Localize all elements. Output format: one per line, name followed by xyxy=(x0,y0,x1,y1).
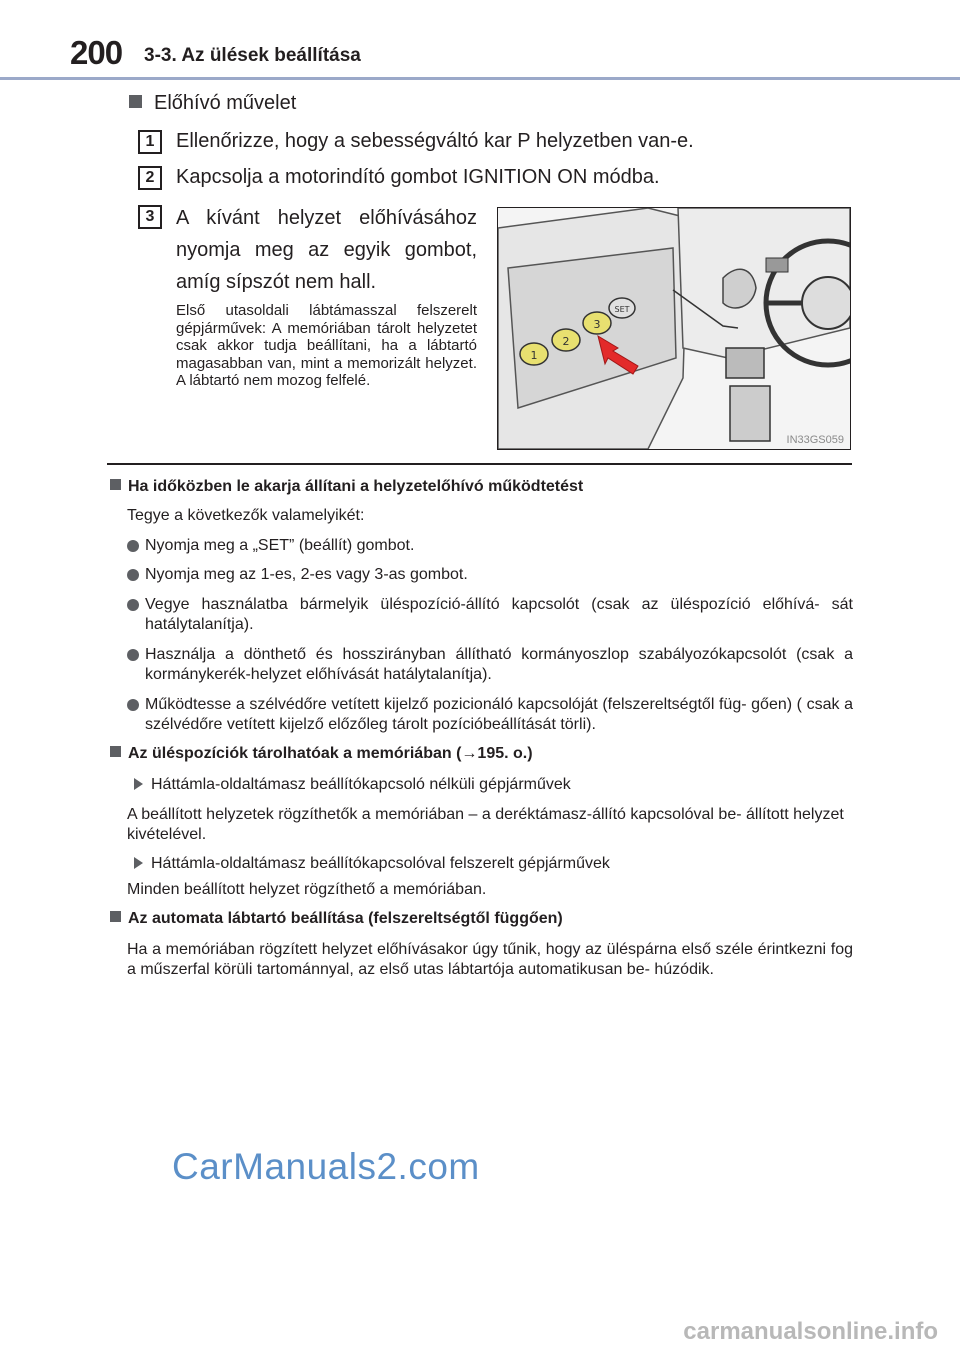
memory-heading: Az üléspozíciók tárolhatóak a memóriában (→195. o.) xyxy=(110,745,533,763)
figure-code: IN33GS059 xyxy=(786,434,844,446)
memory-button-2-icon xyxy=(552,329,580,351)
svg-text:2: 2 xyxy=(562,335,570,348)
step-text-1: Ellenőrizze, hogy a sebességváltó kar P helyzetben van-e. xyxy=(176,130,694,152)
cancel-heading: Ha időközben le akarja állítani a helyzetelőhívó működtetést xyxy=(110,478,583,496)
list-item: Nyomja meg az 1-es, 2-es vagy 3-as gombot. xyxy=(127,565,853,585)
round-bullet-icon xyxy=(127,699,139,711)
section-divider xyxy=(107,463,852,465)
page-header xyxy=(0,0,960,80)
memory-buttons-illustration xyxy=(497,207,851,450)
triangle-arrow-icon xyxy=(134,857,143,869)
footrest-heading: Az automata lábtartó beállítása (felszereltségtől függően) xyxy=(110,910,563,928)
round-bullet-icon xyxy=(127,649,139,661)
memory-button-3-icon xyxy=(583,312,611,334)
step-number-2: 2 xyxy=(138,166,162,190)
memory-text-2: Minden beállított helyzet rögzíthető a memóriában. xyxy=(127,881,487,898)
square-bullet-icon xyxy=(129,95,142,108)
procedure-heading: Előhívó művelet xyxy=(129,92,296,115)
square-bullet-icon xyxy=(110,911,121,922)
variant-label-1: Háttámla-oldaltámasz beállítókapcsoló nélküli gépjárművek xyxy=(134,776,571,794)
list-item: Nyomja meg a „SET” (beállít) gombot. xyxy=(127,536,853,556)
step-number-3: 3 xyxy=(138,205,162,229)
memory-text-1: A beállított helyzetek rögzíthetők a memóriában – a deréktámasz-állító kapcsolóval be- állított helyzet kivételével. xyxy=(127,806,844,843)
step-note: Első utasoldali lábtámasszal felszerelt gépjárművek: A memóriában tárolt helyzetet csak akkor tudja beállítani, ha a lábtartó magasabban van, mint a memorizált helyzet. A lábtartó nem mozog felfelé. xyxy=(176,302,477,389)
page-number: 200 xyxy=(70,34,123,71)
list-item: Működtesse a szélvédőre vetített kijelző pozicionáló kapcsolóját (felszereltségtől füg- gően) ( csak a szélvédőre vetített kijelző előzőleg tárolt pozícióbeállítását törli). xyxy=(127,695,853,735)
svg-text:3: 3 xyxy=(593,318,601,331)
step-number-1: 1 xyxy=(138,130,162,154)
footer-watermark: carmanualsonline.info xyxy=(683,1318,938,1345)
list-item: Vegye használatba bármelyik üléspozíció-állító kapcsolót (csak az üléspozíció előhívá- sát hatálytalanítja). xyxy=(127,595,853,635)
svg-text:SET: SET xyxy=(614,305,630,314)
triangle-arrow-icon xyxy=(134,778,143,790)
square-bullet-icon xyxy=(110,479,121,490)
svg-text:1: 1 xyxy=(530,349,538,362)
memory-button-1-icon xyxy=(520,343,548,365)
round-bullet-icon xyxy=(127,540,139,552)
step-text-2: Kapcsolja a motorindító gombot IGNITION ON módba. xyxy=(176,166,660,188)
header-divider xyxy=(0,77,960,80)
list-item: Használja a dönthető és hosszirányban állítható kormányoszlop szabályozókapcsolót (csak a kormánykerék-helyzet előhívását hatálytalanítja). xyxy=(127,645,853,685)
variant-label-2: Háttámla-oldaltámasz beállítókapcsolóval felszerelt gépjárművek xyxy=(134,855,610,873)
round-bullet-icon xyxy=(127,569,139,581)
section-title: 3-3. Az ülések beállítása xyxy=(144,45,361,66)
cancel-intro: Tegye a következők valamelyikét: xyxy=(127,507,365,524)
set-button-icon xyxy=(609,298,635,318)
round-bullet-icon xyxy=(127,599,139,611)
footrest-text: Ha a memóriában rögzített helyzet előhívásakor úgy tűnik, hogy az üléspárna első széle érintkezni fog a műszerfal körüli tartománnyal, az első utas lábtartója automatikusan be- húzódik. xyxy=(127,941,853,978)
step-text-3: A kívánt helyzet előhívásához nyomja meg az egyik gombot, amíg sípszót nem hall. xyxy=(176,207,477,293)
square-bullet-icon xyxy=(110,746,121,757)
watermark-link[interactable]: CarManuals2.com xyxy=(172,1146,480,1187)
